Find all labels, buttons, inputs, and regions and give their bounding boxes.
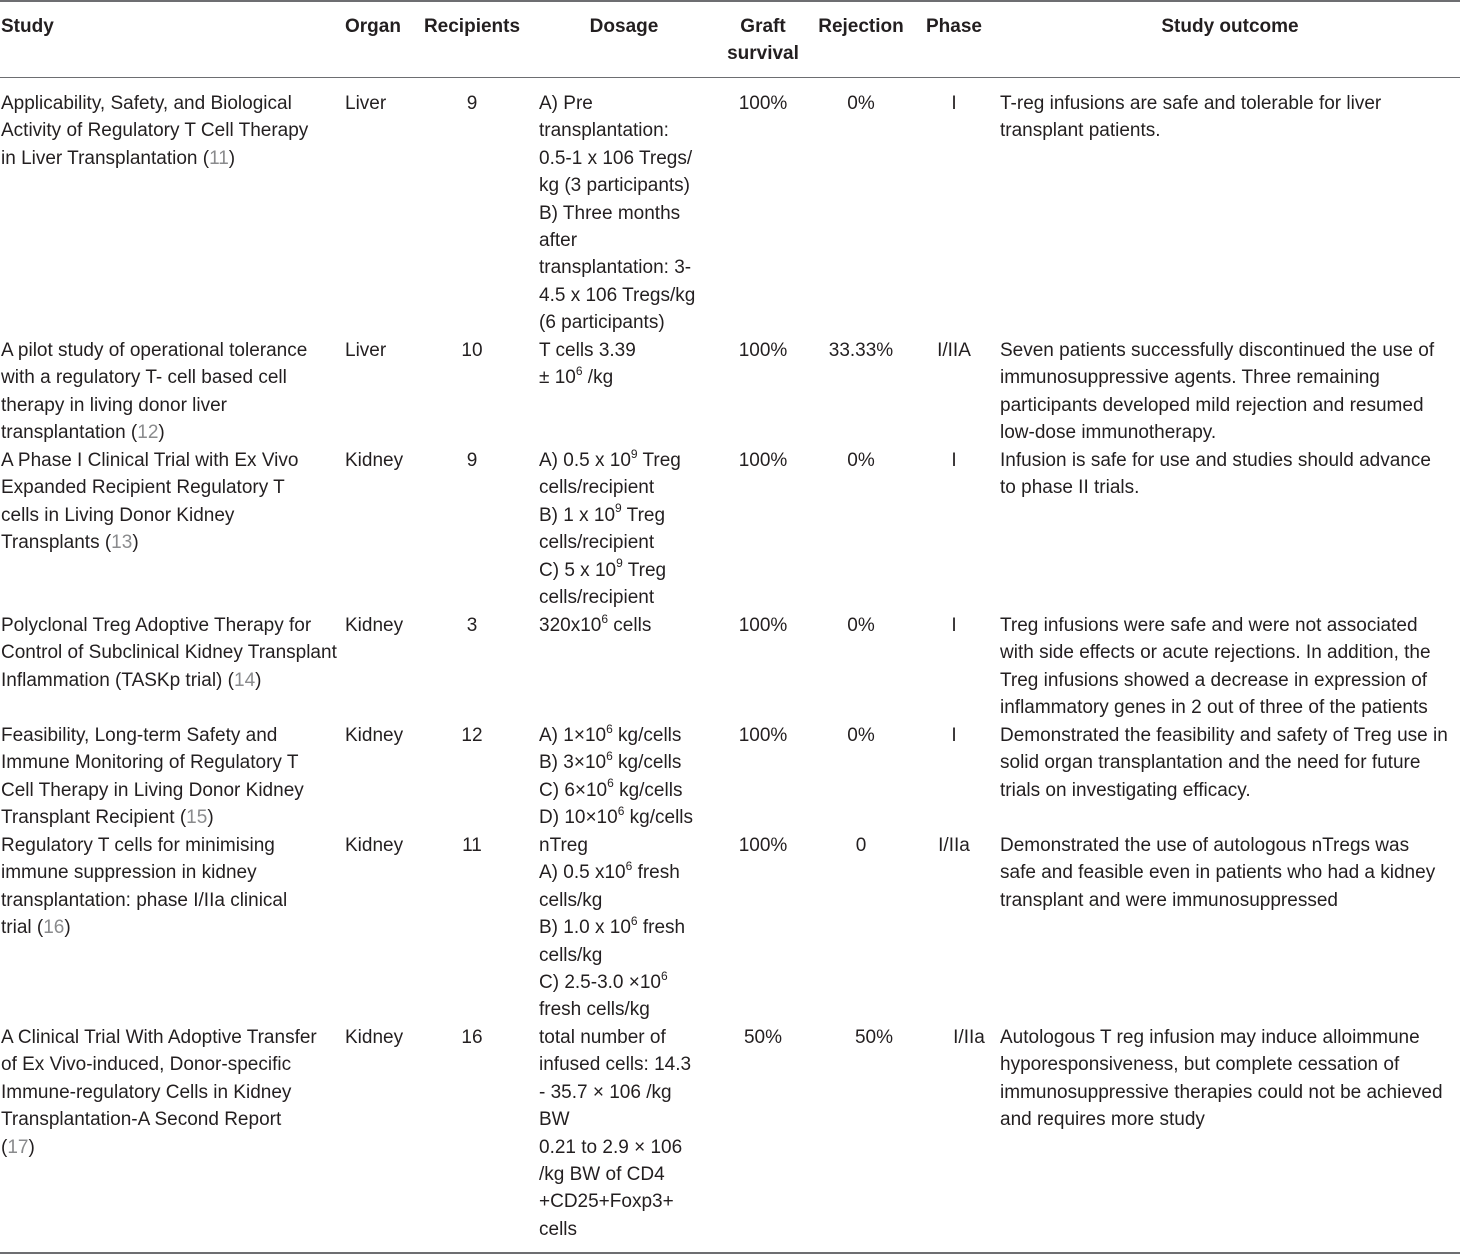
header-rule [0, 77, 1460, 78]
header-phase: Phase [926, 16, 982, 37]
cell-phase: I/IIa [938, 835, 970, 856]
header-graft-survival: Graft survival [727, 16, 799, 64]
cell-dosage: T cells 3.39 ± $10^6$ /kg [539, 340, 636, 389]
cell-outcome: Autologous T reg infusion may induce alloimmune hyporesponsiveness, but complete cessation of immunosuppressive therapies could not be achieved and requires more study [1000, 1027, 1443, 1131]
cell-dosage: A) $1\times 10^6$ kg/cells B) $3\times 10^6$ kg/cells C) $6\times 10^6$ kg/cells D) $10\times 10^6$ kg/cells [539, 721, 694, 829]
header-study: Study [1, 16, 54, 37]
cell-recipients: 11 [462, 835, 482, 856]
cell-dosage: $320x10^6$ cells [539, 611, 652, 636]
reference-link[interactable]: 13 [111, 532, 133, 554]
bottom-rule [0, 1252, 1460, 1254]
cell-phase: I [951, 93, 957, 114]
cell-recipients: 9 [466, 93, 478, 114]
cell-dosage: total number of infused cells: 14.3 - 35.7 × 106 /kg BW 0.21 to 2.9 × 106 /kg BW of CD4 +CD25+Foxp3+ cells [539, 1027, 692, 1240]
cell-recipients: 3 [466, 615, 478, 636]
cell-graft-survival: 100% [738, 450, 788, 471]
cell-study: A Phase I Clinical Trial with Ex Vivo Expanded Recipient Regulatory T cells in Living Donor Kidney Transplants (13) [1, 450, 299, 554]
cell-study: Polyclonal Treg Adoptive Therapy for Control of Subclinical Kidney Transplant Inflammation (TASKp trial) (14) [1, 615, 337, 691]
cell-phase: I [951, 615, 957, 636]
cell-dosage: A) 0.5 x $10^9$ Treg cells/recipient B) 1 x $10^9$ Treg cells/recipient C) 5 x $10^9$ Treg cells/recipient [539, 446, 681, 609]
cell-phase: I/IIa [953, 1027, 985, 1048]
cell-outcome: T-reg infusions are safe and tolerable for liver transplant patients. [1000, 93, 1382, 142]
cell-outcome: Infusion is safe for use and studies should advance to phase II trials. [1000, 450, 1431, 499]
cell-organ: Liver [345, 340, 387, 361]
cell-organ: Kidney [345, 615, 404, 636]
cell-study: Feasibility, Long-term Safety and Immune Monitoring of Regulatory T Cell Therapy in Living Donor Kidney Transplant Recipient (15) [1, 725, 304, 829]
cell-rejection: 33.33% [828, 340, 894, 361]
cell-graft-survival: 100% [738, 615, 788, 636]
cell-study: A Clinical Trial With Adoptive Transfer of Ex Vivo-induced, Donor-specific Immune-regulatory Cells in Kidney Transplantation-A Second Report (17) [1, 1027, 317, 1158]
cell-recipients: 12 [461, 725, 483, 746]
reference-link[interactable]: 17 [7, 1136, 29, 1158]
cell-graft-survival: 100% [738, 725, 788, 746]
cell-recipients: 16 [461, 1027, 483, 1048]
cell-graft-survival: 100% [738, 93, 788, 114]
cell-outcome: Seven patients successfully discontinued the use of immunosuppressive agents. Three remaining participants developed mild rejection and resumed low-dose immunotherapy. [1000, 340, 1435, 444]
cell-organ: Kidney [345, 1027, 404, 1048]
cell-organ: Liver [345, 93, 387, 114]
cell-graft-survival: 100% [738, 340, 788, 361]
header-rejection: Rejection [818, 16, 904, 37]
cell-rejection: 50% [854, 1027, 894, 1048]
cell-outcome: Demonstrated the feasibility and safety of Treg use in solid organ transplantation and the need for future trials on investigating efficacy. [1000, 725, 1448, 801]
top-rule [0, 0, 1460, 2]
cell-rejection: 0% [847, 450, 875, 471]
cell-organ: Kidney [345, 725, 404, 746]
cell-recipients: 9 [466, 450, 478, 471]
cell-organ: Kidney [345, 835, 404, 856]
cell-recipients: 10 [461, 340, 483, 361]
cell-graft-survival: 50% [743, 1027, 783, 1048]
cell-organ: Kidney [345, 450, 404, 471]
cell-study: A pilot study of operational tolerance with a regulatory T- cell based cell therapy in living donor liver transplantation (12) [1, 340, 308, 444]
cell-study: Applicability, Safety, and Biological Activity of Regulatory T Cell Therapy in Liver Transplantation (11) [1, 93, 309, 169]
header-recipients: Recipients [423, 16, 521, 37]
reference-link[interactable]: 12 [137, 422, 159, 444]
cell-rejection: 0% [847, 615, 875, 636]
cell-rejection: 0% [847, 725, 875, 746]
cell-phase: I [951, 450, 957, 471]
cell-outcome: Treg infusions were safe and were not associated with side effects or acute rejections. In addition, the Treg infusions showed a decrease in expression of inflammatory genes in 2 out of three of the patients [1000, 615, 1431, 719]
reference-link[interactable]: 15 [186, 807, 208, 829]
reference-link[interactable]: 11 [209, 147, 229, 169]
cell-phase: I [951, 725, 957, 746]
header-organ: Organ [345, 16, 401, 37]
cell-outcome: Demonstrated the use of autologous nTregs was safe and feasible even in patients who had a kidney transplant and were immunosuppressed [1000, 835, 1436, 911]
cell-rejection: 0 [855, 835, 867, 856]
cell-study: Regulatory T cells for minimising immune suppression in kidney transplantation: phase I/IIa clinical trial (16) [1, 835, 288, 939]
header-outcome: Study outcome [1161, 16, 1299, 37]
reference-link[interactable]: 14 [234, 669, 256, 691]
header-dosage: Dosage [589, 16, 659, 37]
cell-rejection: 0% [847, 93, 875, 114]
cell-dosage: nTreg A) 0.5 $x10^6$ fresh cells/kg B) 1.0 x $10^6$ fresh cells/kg C) $2.5-3.0 \times 10^6$ fresh cells/kg [539, 835, 686, 1021]
cell-phase: I/IIA [937, 340, 971, 361]
cell-dosage: A) Pre transplantation: 0.5-1 x 106 Tregs/ kg (3 participants) B) Three months after transplantation: 3- 4.5 x 106 Tregs/kg (6 participants) [539, 93, 696, 334]
cell-graft-survival: 100% [738, 835, 788, 856]
reference-link[interactable]: 16 [43, 917, 65, 939]
